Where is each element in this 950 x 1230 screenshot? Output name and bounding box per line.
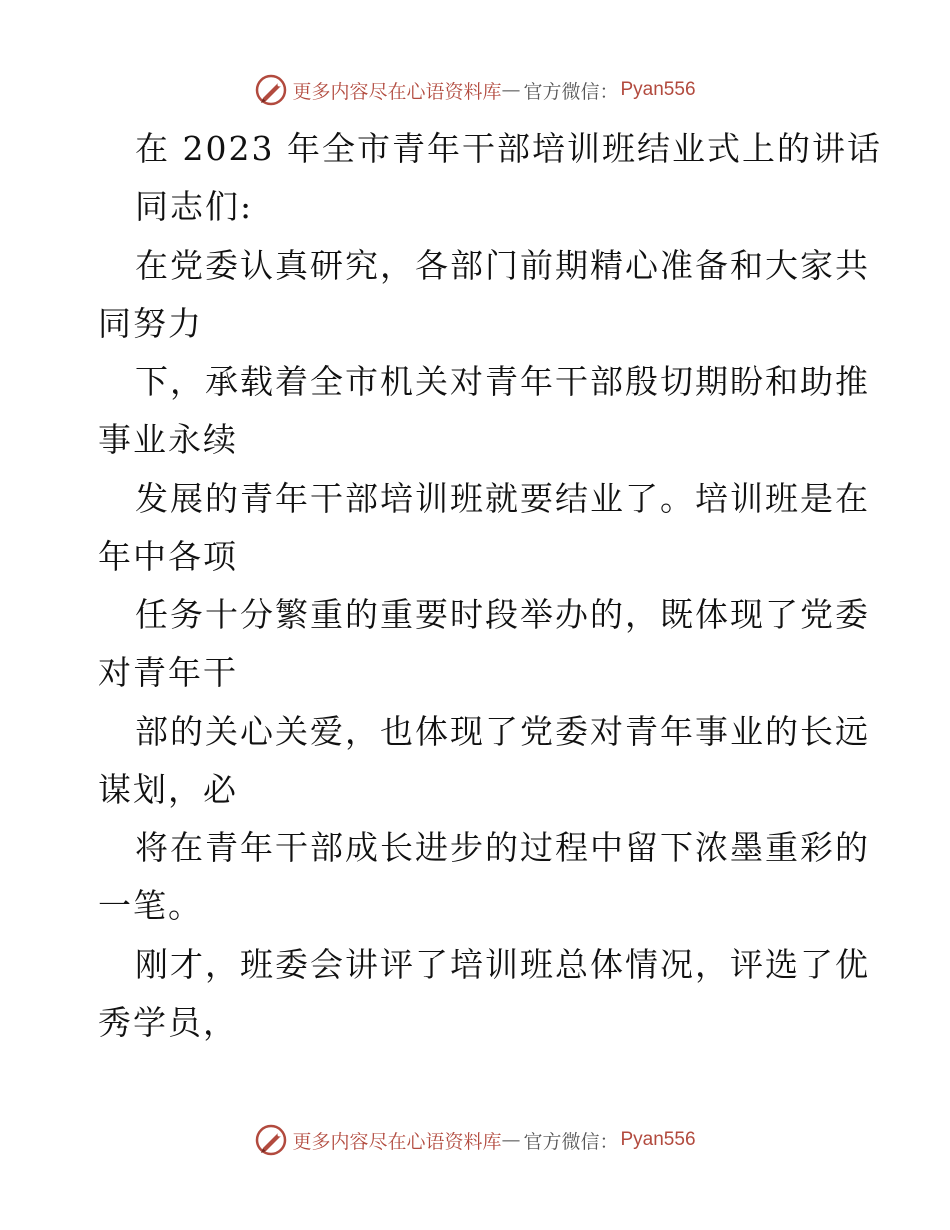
document-title: 在 2023 年全市青年干部培训班结业式上的讲话 xyxy=(135,129,882,168)
watermark-text: 更多内容尽在心语资料库 xyxy=(292,1130,502,1153)
paragraph-line: 对青年干 xyxy=(98,653,238,692)
paragraph-line: 刚才，班委会讲评了培训班总体情况，评选了优 xyxy=(135,945,870,984)
paragraph-line: 秀学员， xyxy=(98,1003,238,1042)
paragraph-line: 年中各项 xyxy=(98,537,238,576)
watermark-separator: — xyxy=(501,79,520,101)
paragraph-line: 一笔。 xyxy=(98,886,203,925)
paragraph-line: 部的关心关爱，也体现了党委对青年事业的长远 xyxy=(135,712,870,751)
paragraph-line: 发展的青年干部培训班就要结业了。培训班是在 xyxy=(135,479,870,518)
pen-logo-icon xyxy=(254,1123,288,1157)
pen-logo-icon xyxy=(254,73,288,107)
paragraph-line: 任务十分繁重的重要时段举办的，既体现了党委 xyxy=(135,595,870,634)
watermark-banner-top xyxy=(0,70,950,110)
paragraph-line: 下，承载着全市机关对青年干部殷切期盼和助推 xyxy=(135,362,870,401)
wechat-label: 官方微信： xyxy=(523,1130,619,1153)
watermark-separator: — xyxy=(501,1129,520,1151)
wechat-id: Pyan556 xyxy=(620,79,696,100)
wechat-label: 官方微信： xyxy=(523,80,619,103)
paragraph-line: 事业永续 xyxy=(98,420,238,459)
paragraph-line: 谋划，必 xyxy=(98,770,238,809)
wechat-id: Pyan556 xyxy=(620,1129,696,1150)
paragraph-line: 将在青年干部成长进步的过程中留下浓墨重彩的 xyxy=(135,828,870,867)
watermark-text: 更多内容尽在心语资料库 xyxy=(292,80,502,103)
paragraph-line: 在党委认真研究，各部门前期精心准备和大家共 xyxy=(135,246,870,285)
salutation: 同志们: xyxy=(135,187,254,226)
paragraph-line: 同努力 xyxy=(98,304,203,343)
watermark-banner-bottom xyxy=(0,1120,950,1160)
